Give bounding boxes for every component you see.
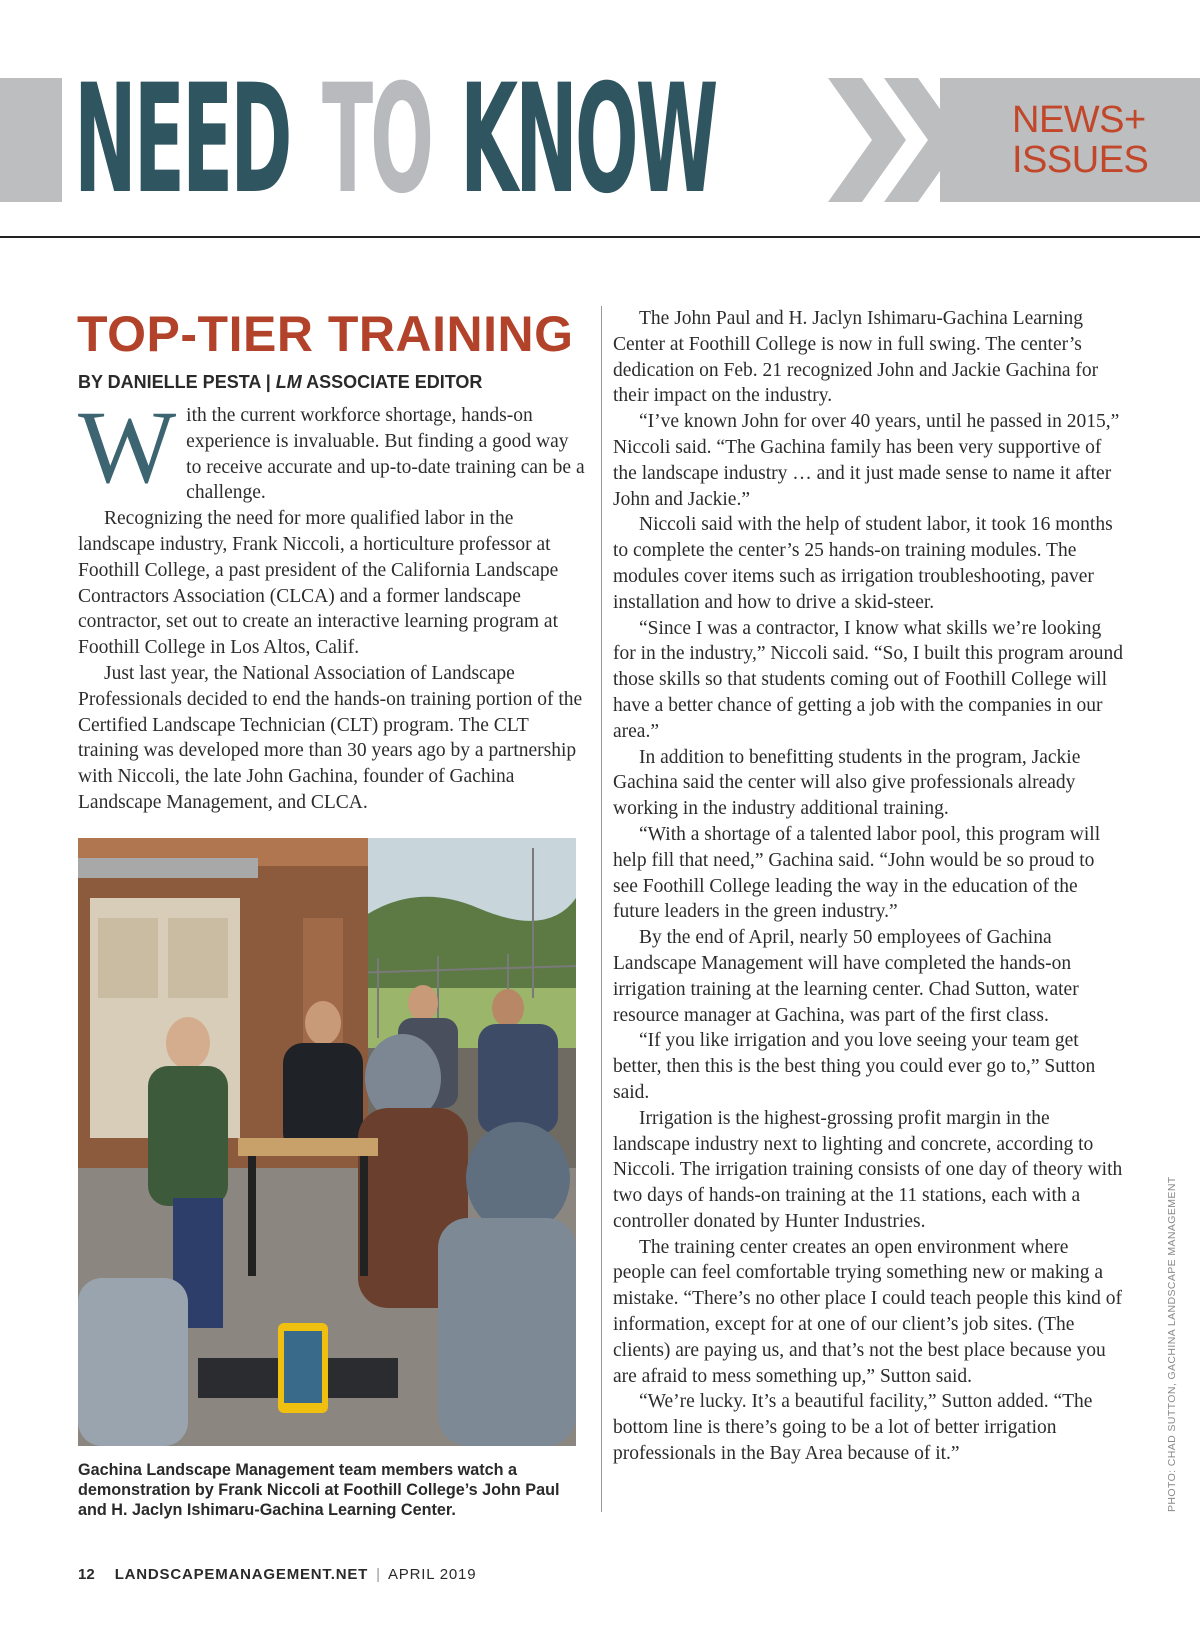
article-paragraph bbox=[78, 390, 586, 506]
article-paragraph: “We’re lucky. It’s a beautiful facility,” Sutton added. “The bottom line is there’s going to be a lot of better irrigation professionals in the Bay Area because of it.” bbox=[613, 1391, 1093, 1465]
photo-credit: PHOTO: CHAD SUTTON, GACHINA LANDSCAPE MANAGEMENT bbox=[1166, 1176, 1178, 1512]
training-demonstration-image bbox=[78, 838, 576, 1446]
article-paragraph: The training center creates an open environment where people can feel comfortable trying something new or making a mistake. “There’s no other place I could teach people this kind of information, except for at one of our client’s job sites. (The clients) are paying us, and that’s not the best place because you are afraid to mess something up,” Sutton said. bbox=[613, 1236, 1122, 1387]
footer-site-link[interactable]: LANDSCAPEMANAGEMENT.NET bbox=[114, 1566, 369, 1583]
section-label-line1: NEWS+ bbox=[1012, 99, 1146, 141]
article-column-left bbox=[78, 390, 586, 816]
article-headline: TOP-TIER TRAINING bbox=[77, 306, 574, 362]
section-label bbox=[1012, 100, 1192, 180]
page-number: 12 bbox=[78, 1566, 95, 1583]
article-paragraph: Recognizing the need for more qualified labor in the landscape industry, Frank Niccoli, a horticulture professor at Foothill College, a past president of the California Landscape Contractors Association (CLCA) and a former landscape contractor, set out to create an interactive learning program at Foothill College in Los Altos, Calif. bbox=[78, 508, 559, 659]
article-paragraph: “With a shortage of a talented labor pool, this program will help fill that need,” Gachina said. “John would be so proud to see Foothill College leading the way in the education of the future leaders in the green industry.” bbox=[613, 823, 1101, 923]
article-column-right bbox=[613, 306, 1123, 1467]
paragraph-text: ith the current workforce shortage, hands-on experience is invaluable. But finding a good way to receive accurate and up-to-date training can be a challenge. bbox=[186, 405, 585, 504]
page-footer bbox=[78, 1566, 476, 1583]
issue-date: APRIL 2019 bbox=[388, 1566, 477, 1583]
column-divider bbox=[601, 306, 602, 1512]
photo-caption: Gachina Landscape Management team members watch a demonstration by Frank Niccoli at Foothill College’s John Paul and H. Jaclyn Ishimaru-Gachina Learning Center. bbox=[78, 1461, 560, 1519]
article-paragraph: Just last year, the National Association of Landscape Professionals decided to end the hands-on training portion of the Certified Landscape Technician (CLT) program. The CLT training was developed more than 30 years ago by a partnership with Niccoli, the late John Gachina, founder of Gachina Landscape Management, and CLCA. bbox=[78, 662, 583, 813]
article-paragraph: “Since I was a contractor, I know what skills we’re looking for in the industry,” Niccoli said. “So, I built this program around those skills so that students coming out of Foothill College will have a better chance of getting a job with the companies in our area.” bbox=[613, 617, 1123, 742]
article-paragraph: By the end of April, nearly 50 employees of Gachina Landscape Management will have completed the hands-on irrigation training at the learning center. Chad Sutton, water resource manager at Gachina, was part of the first class. bbox=[613, 927, 1079, 1026]
article-paragraph: “I’ve known John for over 40 years, until he passed in 2015,” Niccoli said. “The Gachina family has been very supportive of the landscape industry … and it just made sense to name it after John and Jackie.” bbox=[613, 411, 1120, 510]
byline-role: ASSOCIATE EDITOR bbox=[301, 372, 483, 392]
section-label-line2: ISSUES bbox=[1012, 139, 1149, 181]
article-paragraph: Niccoli said with the help of student labor, it took 16 months to complete the center’s 25 hands-on training modules. The modules cover items such as irrigation troubleshooting, paver installation and how to drive a skid-steer. bbox=[613, 514, 1113, 613]
drop-cap: W bbox=[78, 390, 177, 505]
section-banner bbox=[0, 53, 1200, 227]
article-paragraph: The John Paul and H. Jaclyn Ishimaru-Gachina Learning Center at Foothill College is now in full swing. The center’s dedication on Feb. 21 recognized John and Jackie Gachina for their impact on the industry. bbox=[613, 308, 1099, 407]
banner-gray-band-left bbox=[0, 78, 62, 202]
banner-word-need: NEED bbox=[74, 53, 290, 227]
banner-word-know: KNOW bbox=[460, 53, 716, 227]
byline-magazine-abbrev: LM bbox=[275, 372, 302, 392]
banner-word-to: TO bbox=[322, 53, 431, 227]
chevron-arrows-icon bbox=[828, 78, 968, 202]
article-paragraph: In addition to benefitting students in the program, Jackie Gachina said the center will also give professionals already working in the industry additional training. bbox=[613, 746, 1081, 820]
header-divider bbox=[0, 236, 1200, 238]
article-photo bbox=[78, 838, 576, 1446]
article-paragraph: Irrigation is the highest-grossing profit margin in the landscape industry next to lighting and concrete, according to Niccoli. The irrigation training consists of one day of theory with two days of hands-on training at the 11 stations, each with a controller donated by Hunter Industries. bbox=[613, 1107, 1123, 1232]
footer-separator: | bbox=[376, 1566, 380, 1583]
byline-author: BY DANIELLE PESTA | bbox=[78, 372, 276, 392]
article-paragraph: “If you like irrigation and you love seeing your team get better, then this is the best thing you could ever go to,” Sutton said. bbox=[613, 1030, 1096, 1103]
